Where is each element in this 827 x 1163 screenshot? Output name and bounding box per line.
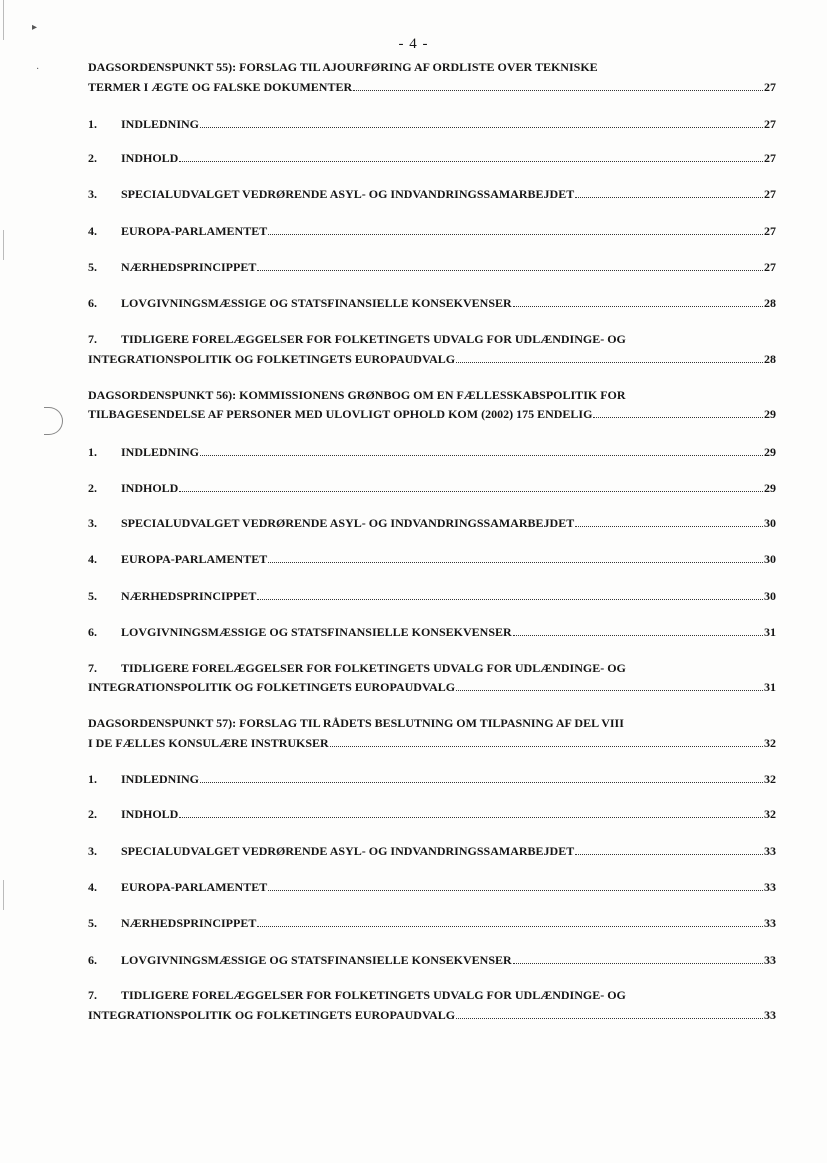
entry-number: 4. <box>88 880 97 894</box>
entry-number: 3. <box>88 187 97 201</box>
entry-label: TIDLIGERE FORELÆGGELSER FOR FOLKETINGETS UDVALG FOR UDLÆNDINGE- OG <box>121 661 626 675</box>
entry-label: SPECIALUDVALGET VEDRØRENDE ASYL- OG INDVANDRINGSSAMARBEJDET <box>121 844 575 858</box>
entry-label: EUROPA-PARLAMENTET <box>121 552 268 566</box>
entry-number: 6. <box>88 625 97 639</box>
page-ref: 27 <box>764 224 776 238</box>
page-ref: 33 <box>764 844 776 858</box>
toc-entry[interactable] <box>88 442 776 461</box>
entry-number: 2. <box>88 151 97 165</box>
toc-entry[interactable] <box>88 877 776 896</box>
page-ref: 27 <box>764 187 776 201</box>
dot-leader <box>257 586 763 600</box>
toc-entry[interactable] <box>88 950 776 969</box>
section-title-text: TERMER I ÆGTE OG FALSKE DOKUMENTER <box>88 80 353 94</box>
page-ref: 33 <box>764 953 776 967</box>
page-ref: 32 <box>764 807 776 821</box>
entry-label: TIDLIGERE FORELÆGGELSER FOR FOLKETINGETS UDVALG FOR UDLÆNDINGE- OG <box>121 332 626 346</box>
toc-entry[interactable] <box>88 622 776 641</box>
section-title-text: DAGSORDENSPUNKT 57): FORSLAG TIL RÅDETS BESLUTNING OM TILPASNING AF DEL VIII <box>88 716 624 730</box>
page-ref: 28 <box>764 296 776 310</box>
entry-label: LOVGIVNINGSMÆSSIGE OG STATSFINANSIELLE KONSEKVENSER <box>121 296 512 310</box>
entry-number: 4. <box>88 224 97 238</box>
entry-label: INDHOLD <box>121 481 179 495</box>
dot-leader <box>575 184 763 198</box>
dot-leader <box>200 114 763 128</box>
section-title-text: TILBAGESENDELSE AF PERSONER MED ULOVLIGT OPHOLD KOM (2002) 175 ENDELIG <box>88 407 593 421</box>
entry-number: 3. <box>88 516 97 530</box>
page-ref: 27 <box>764 151 776 165</box>
scan-edge-mark <box>3 0 4 40</box>
page-ref: 31 <box>764 680 776 694</box>
entry-label: LOVGIVNINGSMÆSSIGE OG STATSFINANSIELLE KONSEKVENSER <box>121 625 512 639</box>
toc-entry[interactable] <box>88 913 776 932</box>
dot-leader <box>257 257 763 271</box>
toc-entry[interactable] <box>88 513 776 532</box>
toc-entry-7[interactable] <box>88 330 776 349</box>
toc-entry-7[interactable] <box>88 659 776 678</box>
page-ref: 28 <box>764 352 776 366</box>
toc-entry[interactable] <box>88 257 776 276</box>
dot-leader <box>268 549 763 563</box>
entry-number: 1. <box>88 445 97 459</box>
toc-entry[interactable] <box>88 148 776 167</box>
page-ref: 27 <box>764 260 776 274</box>
entry-number: 6. <box>88 953 97 967</box>
entry-label: LOVGIVNINGSMÆSSIGE OG STATSFINANSIELLE KONSEKVENSER <box>121 953 512 967</box>
toc-entry[interactable] <box>88 293 776 312</box>
dot-leader <box>593 404 763 418</box>
page-ref: 31 <box>764 625 776 639</box>
dot-leader <box>456 677 763 691</box>
entry-number: 6. <box>88 296 97 310</box>
entry-number: 5. <box>88 589 97 603</box>
entry-label: INDHOLD <box>121 807 179 821</box>
entry-label: INDLEDNING <box>121 445 200 459</box>
dot-leader <box>456 349 763 363</box>
dot-leader <box>200 442 763 456</box>
section-56-title-cont[interactable] <box>88 404 776 423</box>
entry-label: EUROPA-PARLAMENTET <box>121 224 268 238</box>
toc-entry[interactable] <box>88 184 776 203</box>
scan-speck: ▸ <box>32 22 38 33</box>
toc-entry[interactable] <box>88 586 776 605</box>
toc-entry-7[interactable] <box>88 986 776 1005</box>
section-57-title-cont[interactable] <box>88 733 776 752</box>
dot-leader <box>179 478 763 492</box>
entry-label: INDLEDNING <box>121 772 200 786</box>
page-ref: 27 <box>764 80 776 94</box>
section-55-title[interactable] <box>88 58 776 77</box>
toc-entry-7-cont[interactable] <box>88 349 776 368</box>
page-ref: 29 <box>764 407 776 421</box>
scan-bracket-mark <box>44 407 63 435</box>
page-ref: 30 <box>764 516 776 530</box>
page-ref: 33 <box>764 916 776 930</box>
toc-entry[interactable] <box>88 114 776 133</box>
entry-label: SPECIALUDVALGET VEDRØRENDE ASYL- OG INDVANDRINGSSAMARBEJDET <box>121 187 575 201</box>
page-ref: 30 <box>764 552 776 566</box>
page-ref: 32 <box>764 772 776 786</box>
entry-label: INTEGRATIONSPOLITIK OG FOLKETINGETS EUROPAUDVALG <box>88 352 456 366</box>
entry-label: NÆRHEDSPRINCIPPET <box>121 589 257 603</box>
dot-leader <box>257 913 763 927</box>
entry-label: INDHOLD <box>121 151 179 165</box>
page-ref: 29 <box>764 445 776 459</box>
dot-leader <box>456 1005 763 1019</box>
entry-label: SPECIALUDVALGET VEDRØRENDE ASYL- OG INDVANDRINGSSAMARBEJDET <box>121 516 575 530</box>
toc-entry-7-cont[interactable] <box>88 1005 776 1024</box>
entry-label: INDLEDNING <box>121 117 200 131</box>
scan-edge-mark <box>3 230 4 260</box>
toc-entry[interactable] <box>88 549 776 568</box>
dot-leader <box>179 804 763 818</box>
entry-label: INTEGRATIONSPOLITIK OG FOLKETINGETS EUROPAUDVALG <box>88 680 456 694</box>
entry-number: 7. <box>88 661 97 675</box>
toc-entry[interactable] <box>88 841 776 860</box>
page-ref: 27 <box>764 117 776 131</box>
entry-number: 1. <box>88 117 97 131</box>
dot-leader <box>179 148 763 162</box>
entry-label: INTEGRATIONSPOLITIK OG FOLKETINGETS EUROPAUDVALG <box>88 1008 456 1022</box>
page-number: - 4 - <box>398 36 429 52</box>
entry-number: 1. <box>88 772 97 786</box>
dot-leader <box>513 293 763 307</box>
toc-entry[interactable] <box>88 804 776 823</box>
section-56-title[interactable] <box>88 386 776 405</box>
section-55-title-cont[interactable] <box>88 77 776 96</box>
toc-entry[interactable] <box>88 478 776 497</box>
dot-leader <box>575 841 763 855</box>
section-57-title[interactable] <box>88 714 776 733</box>
toc-entry[interactable] <box>88 221 776 240</box>
entry-number: 7. <box>88 332 97 346</box>
page-ref: 33 <box>764 1008 776 1022</box>
entry-label: NÆRHEDSPRINCIPPET <box>121 916 257 930</box>
entry-number: 4. <box>88 552 97 566</box>
page-ref: 30 <box>764 589 776 603</box>
section-title-text: DAGSORDENSPUNKT 55): FORSLAG TIL AJOURFØRING AF ORDLISTE OVER TEKNISKE <box>88 60 598 74</box>
entry-label: EUROPA-PARLAMENTET <box>121 880 268 894</box>
dot-leader <box>513 950 763 964</box>
section-title-text: I DE FÆLLES KONSULÆRE INSTRUKSER <box>88 736 329 750</box>
entry-label: NÆRHEDSPRINCIPPET <box>121 260 257 274</box>
entry-number: 3. <box>88 844 97 858</box>
entry-number: 7. <box>88 988 97 1002</box>
dot-leader <box>268 877 763 891</box>
dot-leader <box>330 733 763 747</box>
section-title-text: DAGSORDENSPUNKT 56): KOMMISSIONENS GRØNBOG OM EN FÆLLESSKABSPOLITIK FOR <box>88 388 626 402</box>
entry-number: 2. <box>88 807 97 821</box>
dot-leader <box>513 622 763 636</box>
dot-leader <box>200 769 763 783</box>
scan-edge-mark <box>3 880 4 910</box>
entry-number: 5. <box>88 260 97 274</box>
toc-entry[interactable] <box>88 769 776 788</box>
dot-leader <box>268 221 763 235</box>
page-ref: 29 <box>764 481 776 495</box>
page-ref: 32 <box>764 736 776 750</box>
entry-label: TIDLIGERE FORELÆGGELSER FOR FOLKETINGETS UDVALG FOR UDLÆNDINGE- OG <box>121 988 626 1002</box>
dot-leader <box>575 513 763 527</box>
scan-speck: · <box>36 64 40 75</box>
toc-entry-7-cont[interactable] <box>88 677 776 696</box>
entry-number: 5. <box>88 916 97 930</box>
dot-leader <box>353 77 763 91</box>
entry-number: 2. <box>88 481 97 495</box>
page-ref: 33 <box>764 880 776 894</box>
